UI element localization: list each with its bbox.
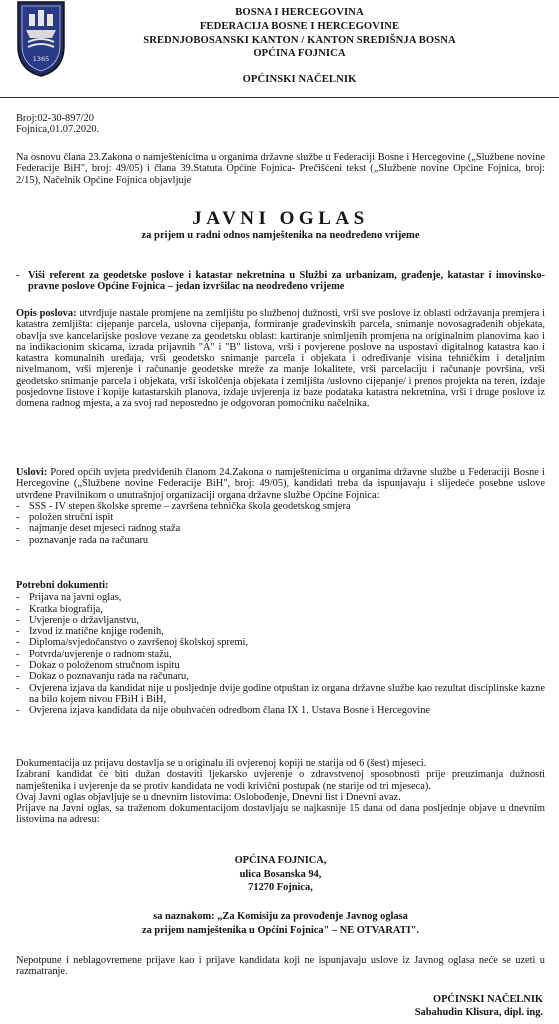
header-lines <box>16 6 543 87</box>
intro-paragraph: Na osnovu člana 23.Zakona o namještenicima u organima državne službe u Federaciji Bosne i Hercegovine („Službene novine Federacije BiH", broj: 49/05) i člana 39.Statuta Općine Fojnica- Prečišćeni tekst („Službene novine Općine Fojnica, broj: 2/15), Načelnik Općine Fojnica objavljuje <box>16 152 545 186</box>
reference-meta <box>16 113 99 136</box>
description-label: Opis poslova: <box>16 308 77 319</box>
signature-name: Sabahudin Klisura, dipl. ing. <box>414 1007 543 1019</box>
job-description <box>16 308 545 410</box>
list-item: - Ovjerena izjava kandidata da nije obuhvaćen odredbom člana IX 1. Ustava Bosne i Hercegovine <box>16 705 545 716</box>
list-item: - Potvrda/uvjerenje o radnom stažu, <box>16 649 545 660</box>
documents-label: Potrebni dokumenti: <box>16 580 109 591</box>
signature-block <box>415 993 543 1019</box>
position-title <box>16 270 545 293</box>
list-item: - poznavanje rada na računaru <box>16 535 545 546</box>
footer-note: Nepotpune i neblagovremene prijave kao i prijave kandidata koji ne ispunjavaju uslove iz Javnog oglasa neće se uzeti u razmatranje. <box>16 955 545 978</box>
conditions-section <box>16 467 545 546</box>
documents-section <box>16 580 545 717</box>
reference-number: Broj:02-30-897/20 <box>16 113 94 124</box>
position-dash: - <box>16 270 20 281</box>
conditions-label: Uslovi: <box>16 467 48 478</box>
list-item: - Dokaz o položenom stručnom ispitu <box>16 660 545 671</box>
closing-line: Ovaj Javni oglas objavljuje se u dnevnim listovima: Oslobođenje, Dnevni list i Dnevni avaz. <box>16 791 401 803</box>
header-line: OPĆINA FOJNICA <box>253 48 346 60</box>
closing-line: Prijave na Javni oglas, sa traženom dokumentacijom dostavljaju se najkasnije 15 dana od dana posljednje objave u dnevnim listovima na adresu: <box>16 803 545 826</box>
signature-title: OPĆINSKI NAČELNIK <box>433 994 543 1005</box>
conditions-list <box>16 501 545 546</box>
crest-year: 1365 <box>32 55 50 63</box>
address-line: OPĆINA FOJNICA, <box>234 855 327 866</box>
list-item: - Kratka biografija, <box>16 604 545 615</box>
closing-line: Izabrani kandidat će biti dužan dostaviti ljekarsko uvjerenje o zdravstvenoj sposobnosti prije preuzimanja dužnosti namještenika i uvjerenje da se protiv kandidata ne vodi krivični postupak (ne starije od tri mjeseca). <box>16 769 545 792</box>
closing-line: Dokumentacija uz prijavu dostavlja se u originalu ili ovjerenoj kopiji ne starija od 6 (šest) mjeseci. <box>16 758 427 769</box>
reference-date: Fojnica,01.07.2020. <box>16 124 100 136</box>
header-line: BOSNA I HERCEGOVINA <box>235 7 364 18</box>
page-subtitle: za prijem u radni odnos namještenika na neodređeno vrijeme <box>141 230 420 241</box>
list-item: - položen stručni ispit <box>16 512 545 523</box>
list-item: - Dokaz o poznavanju rada na računaru, <box>16 671 545 682</box>
letterhead <box>16 0 543 95</box>
description-text: utvrdjuje nastale promjene na zemljištu po službenoj dužnosti, vrši sve poslove iz oblasti održavanja premjera i katastra zemljišta: cijepanje parcela, uslovna cijepanja, formiranje građevinskih parcela, snimanje novosagrađenih objekata, obavlja sve kancelarijske poslove vezane za geodetsku oblast: kartiranje snimljenih promjena na originalnim planovima kao i na indikacionim skicama, izrada prijavnih "A" i "B" listova, vrši i povjerene poslove na uspostavi digitalnog katastra kao i katastra komunalnih uređaja, vrši geodetsko snimanje parcela i objekata i određivanje visina tehničkim i detaljnim nivelmanom, vrši mjerenje i računanje geodetske mreže za manje lokalitete, vrši parcelaciju i računanje površina, vrši geodetsko snimanje parcela i objekata, vrši iskolčenja objekata i zemljišta /uslovno cijepanje/ i prenos projekta na teren, izdaje posjedovne listove i kopije katastarskih planova, izdaje uvjerenja iz baze podataka katastra nekretnina, vrši i druge poslove iz domena radnog mjesta, a za svoj rad neposredno je odgovoran pomoćniku načelnika. <box>16 308 545 410</box>
envelope-note <box>16 910 545 937</box>
address-line: 71270 Fojnica, <box>248 882 313 894</box>
mailing-address <box>16 854 545 895</box>
page-title: JAVNI OGLAS <box>192 208 369 229</box>
closing-notes <box>16 758 545 826</box>
position-text: Viši referent za geodetske poslove i katastar nekretnina u Službi za urbanizam, građenje, katastar i imovinsko-pravne poslove Općine Fojnica – jedan izvršilac na neodređeno vrijeme <box>28 270 545 293</box>
list-item: - Ovjerena izjava da kandidat nije u posljednje dvije godine otpuštan iz organa državne službe kao rezultat disciplinske kazne na bilo kojem nivou FBiH i BiH, <box>16 683 545 706</box>
header-line: SREDNJOBOSANSKI KANTON / KANTON SREDIŠNJA BOSNA <box>143 34 456 46</box>
header-line: FEDERACIJA BOSNE I HERCEGOVINE <box>199 20 400 32</box>
address-line: ulica Bosanska 94, <box>239 868 322 880</box>
header-office: OPĆINSKI NAČELNIK <box>242 74 357 86</box>
note-line: za prijem namještenika u Općini Fojnica" – NE OTVARATI". <box>142 924 419 936</box>
list-item: - Diploma/svjedočanstvo o završenoj školskoj spremi, <box>16 637 545 648</box>
announcement-heading <box>16 208 545 241</box>
list-item: - najmanje deset mjeseci radnog staža <box>16 523 545 534</box>
list-item: - SSS - IV stepen školske spreme – završena tehnička škola geodetskog smjera <box>16 501 545 512</box>
documents-list <box>16 592 545 716</box>
note-line: sa naznakom: „Za Komisiju za provođenje Javnog oglasa <box>153 911 408 922</box>
header-divider <box>0 97 559 98</box>
list-item: - Uvjerenje o državljanstvu, <box>16 615 545 626</box>
list-item: - Izvod iz matične knjige rođenih, <box>16 626 545 637</box>
conditions-text: Pored općih uvjeta predviđenih članom 24.Zakona o namještenicima u organima državne službe u Federaciji Bosne i Hercegovine („Službene novine Federacije BiH", broj: 49/05), kandidati treba da ispunjavaju i slijedeće posebne uslove utvrđene Pravilnikom o unutrašnjoj organizaciji organa državne službe Općine Fojnica: <box>16 467 545 501</box>
list-item: - Prijava na javni oglas, <box>16 592 545 603</box>
